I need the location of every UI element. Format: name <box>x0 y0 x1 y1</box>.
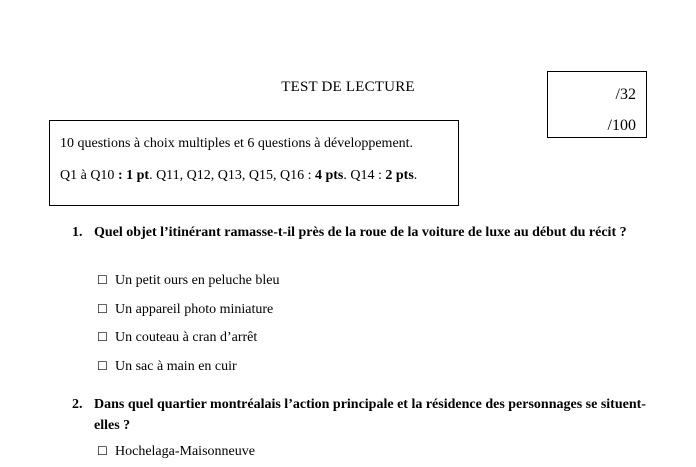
checkbox-icon[interactable]: ☐ <box>97 302 108 316</box>
checkbox-icon[interactable]: ☐ <box>97 359 108 373</box>
checkbox-icon[interactable]: ☐ <box>97 273 108 287</box>
answer-option[interactable] <box>97 330 257 346</box>
question-number: 1. <box>72 225 83 240</box>
instructions-text: . Q14 : <box>343 168 386 183</box>
instructions-text: Q1 à Q10 <box>60 168 118 183</box>
option-label: Un appareil photo miniature <box>115 302 274 317</box>
instructions-points: 2 pts <box>385 168 414 183</box>
test-title: TEST DE LECTURE <box>281 79 415 95</box>
score-box <box>547 71 647 138</box>
question-text: Quel objet l’itinérant ramasse-t-il près de la roue de la voiture de luxe au début du récit ? <box>94 225 627 240</box>
answer-option[interactable] <box>97 302 273 318</box>
score-out-of-100: /100 <box>607 117 636 134</box>
instructions-text: . <box>413 168 418 183</box>
instructions-points: : 1 pt <box>117 168 150 183</box>
instructions-text: . Q11, Q12, Q13, Q15, Q16 : <box>149 168 315 183</box>
option-label: Hochelaga-Maisonneuve <box>115 444 255 459</box>
option-label: Un petit ours en peluche bleu <box>115 273 280 288</box>
question-text: Dans quel quartier montréalais l’action principale et la résidence des personnages se situent-elles ? <box>94 397 646 433</box>
instructions-points: 4 pts <box>314 168 344 183</box>
answer-option[interactable] <box>97 273 279 289</box>
score-out-of-32: /32 <box>615 86 636 103</box>
option-label: Un sac à main en cuir <box>115 359 237 374</box>
option-label: Un couteau à cran d’arrêt <box>115 330 258 345</box>
question-1 <box>72 222 652 243</box>
instructions-line-1: 10 questions à choix multiples et 6 questions à développement. <box>60 136 414 151</box>
instructions-box <box>49 120 459 206</box>
question-2 <box>72 394 652 436</box>
checkbox-icon[interactable]: ☐ <box>97 330 108 344</box>
instructions-line-2 <box>60 168 417 184</box>
answer-option[interactable] <box>97 359 237 375</box>
checkbox-icon[interactable]: ☐ <box>97 444 108 458</box>
answer-option[interactable] <box>97 444 255 460</box>
question-number: 2. <box>72 397 83 412</box>
